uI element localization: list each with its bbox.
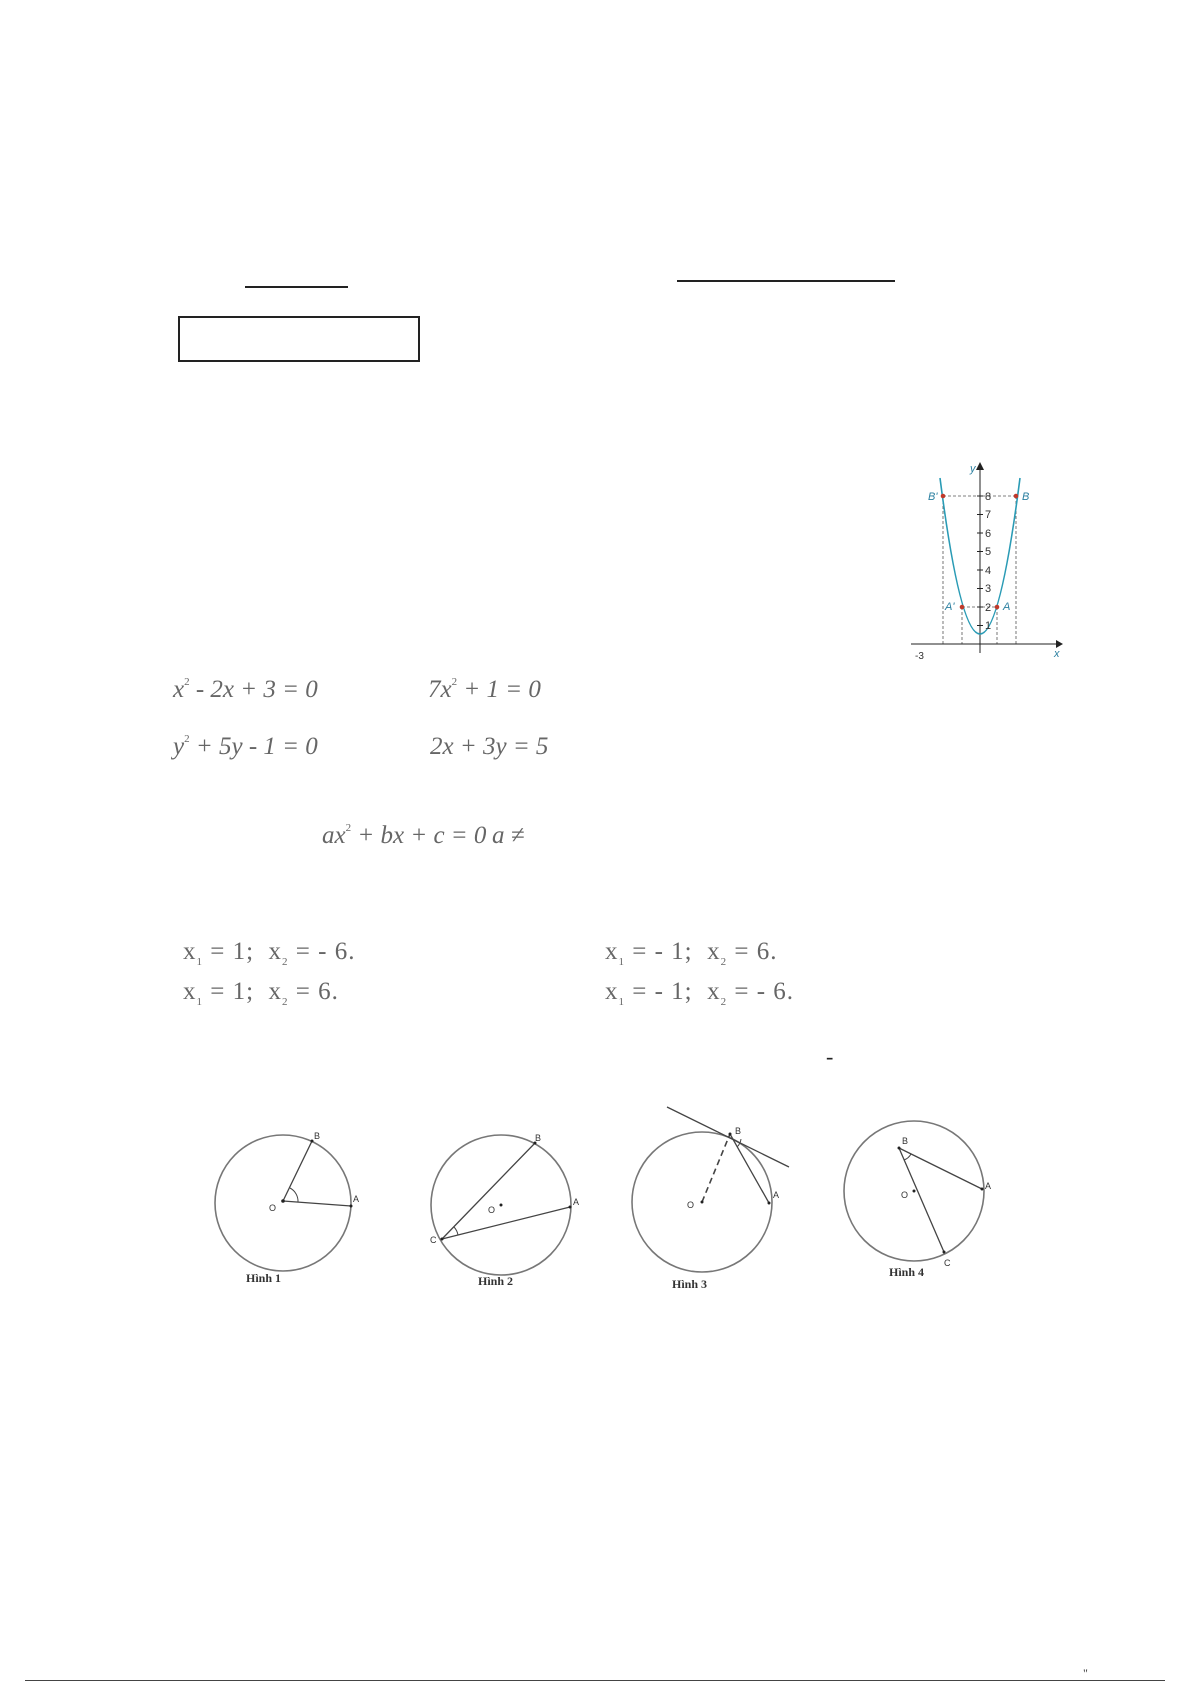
option-b: $x_1$ = - 1; $x_2 = 6$. — [605, 938, 778, 968]
dash-mark: - — [826, 1044, 834, 1069]
point-a — [995, 605, 1000, 610]
fig1-label-b: B — [314, 1131, 321, 1141]
figure-3-caption: Hình 3 — [672, 1277, 708, 1291]
fig4-label-o: O — [901, 1190, 909, 1200]
label-b-prime: B' — [928, 491, 938, 503]
fig4-label-b: B — [902, 1136, 909, 1146]
blank-underline-left — [245, 286, 348, 288]
point-b-prime — [941, 494, 946, 499]
point-a-prime — [960, 605, 965, 610]
ytick-7: 7 — [985, 509, 992, 521]
fig3-label-a: A — [773, 1190, 780, 1200]
option-a: $x_1 = 1$; $x_2$ = - 6. — [183, 938, 356, 968]
label-a-prime: A' — [945, 601, 955, 613]
footer-rule — [25, 1680, 1165, 1681]
fig2-label-c: C — [430, 1235, 437, 1245]
fig3-label-b: B — [735, 1126, 742, 1136]
y-axis-label: y — [970, 463, 976, 475]
fig2-label-b: B — [535, 1133, 542, 1143]
fig2-label-a: A — [573, 1197, 580, 1207]
fig1-label-o: O — [269, 1203, 277, 1213]
figure-2-caption: Hình 2 — [478, 1274, 514, 1288]
ytick-3: 3 — [985, 583, 992, 595]
fig1-label-a: A — [353, 1194, 360, 1204]
fig2-label-o: O — [488, 1205, 496, 1215]
fig4-label-c: C — [944, 1258, 951, 1268]
equation-2: $7x^2 + 1 = 0$ — [428, 676, 541, 703]
blank-underline-right — [677, 280, 895, 282]
option-d: $x_1$ = - 1; $x_2$ = - 6. — [605, 978, 795, 1008]
ytick-4: 4 — [985, 565, 992, 577]
option-c: $x_1 = 1$; $x_2 = 6$. — [183, 978, 339, 1008]
ytick-2: 2 — [985, 602, 992, 614]
fig3-label-o: O — [687, 1200, 695, 1210]
figure-1 — [205, 1125, 370, 1300]
ytick-5: 5 — [985, 546, 992, 558]
figure-4-caption: Hình 4 — [889, 1265, 925, 1279]
figure-4 — [835, 1115, 1005, 1280]
parabola-graph — [906, 458, 1066, 664]
figure-3 — [625, 1095, 800, 1300]
fig4-label-a: A — [985, 1181, 992, 1191]
condition: a ≠ — [492, 822, 525, 849]
xtick-minus3: -3 — [915, 651, 924, 662]
equation-4: 2x + 3y = 5 — [430, 733, 549, 760]
general-equation: $ax^2$ + bx + c = 0 — [322, 822, 487, 849]
equation-1: $x^2 - 2x + 3 = 0$ — [173, 676, 318, 703]
equation-3: $y^2 + 5y - 1 = 0$ — [173, 733, 318, 760]
ytick-6: 6 — [985, 528, 992, 540]
ytick-1: 1 — [985, 620, 992, 632]
figure-1-caption: Hình 1 — [246, 1271, 282, 1285]
x-axis-label: x — [1054, 648, 1060, 660]
label-a: A — [1003, 601, 1011, 613]
ytick-8: 8 — [985, 491, 992, 503]
point-b — [1014, 494, 1019, 499]
page-mark: " — [1083, 1666, 1088, 1680]
title-box — [178, 316, 420, 362]
label-b: B — [1022, 491, 1030, 503]
